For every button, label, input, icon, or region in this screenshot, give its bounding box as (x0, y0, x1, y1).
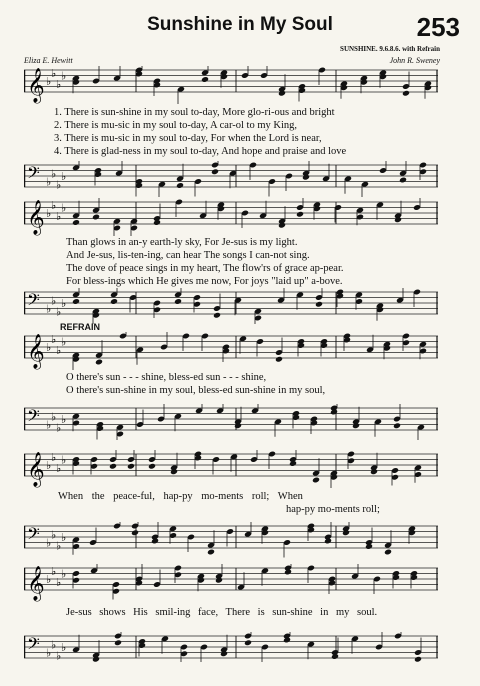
treble-clef-icon: 𝄞 (27, 334, 45, 369)
flat-icon: ♭ (61, 641, 67, 654)
note-head (213, 312, 221, 319)
note-head (296, 211, 304, 218)
flat-icon: ♭ (46, 573, 52, 586)
flat-icon: ♭ (46, 207, 52, 220)
flat-icon: ♭ (51, 564, 57, 578)
note-head (72, 298, 80, 305)
bass-clef-icon: 𝄢 (27, 523, 40, 548)
flat-icon: ♭ (56, 178, 62, 192)
treble-staff (24, 332, 438, 370)
bass-staff (24, 632, 438, 668)
note-head (92, 214, 100, 221)
lyric-line: And Je-sus, lis-ten-ing, can hear The songs I can-not sing. (66, 250, 310, 261)
note-head (148, 463, 156, 470)
note-head (211, 168, 219, 175)
flat-icon: ♭ (51, 638, 57, 652)
note-head (244, 639, 252, 646)
lyric-line: For bless-ings which He gives me now, For joys "laid up" a-bove. (66, 276, 343, 287)
flat-icon: ♭ (61, 201, 67, 215)
treble-staff (24, 450, 438, 488)
flat-icon: ♭ (56, 421, 62, 435)
flat-icon: ♭ (61, 567, 67, 581)
bass-staff (24, 161, 438, 197)
flat-icon: ♭ (56, 649, 62, 663)
lyric-line: 1. There is sun-shine in my soul to-day, More glo-ri-ous and bright (54, 107, 335, 118)
flat-icon: ♭ (61, 531, 67, 544)
note-head (207, 549, 215, 556)
flat-icon: ♭ (61, 170, 67, 183)
treble-staff (24, 564, 438, 602)
lyric-line: O there's sun - - - shine, bless-ed sun - - - shine, (66, 372, 267, 383)
lyric-line: The dove of peace sings in my heart, The flow'rs of grace ap-pear. (66, 263, 344, 274)
music-system-1 (24, 66, 438, 192)
note-head (399, 177, 407, 184)
lyric-line: When the peace-ful, hap-py mo-ments roll; When (58, 491, 303, 502)
refrain-label: REFRAIN (60, 322, 100, 332)
note-head (312, 477, 320, 484)
music-system-4 (24, 450, 438, 565)
flat-icon: ♭ (51, 198, 57, 212)
flat-icon: ♭ (56, 539, 62, 553)
flat-icon: ♭ (61, 69, 67, 83)
lyric-line: O there's sun-shine in my soul, bless-ed sun-shine in my soul, (66, 385, 326, 396)
note-head (72, 219, 80, 226)
note-head (176, 182, 184, 189)
flat-icon: ♭ (51, 294, 57, 308)
note-head (201, 76, 209, 83)
lyric-line: hap-py mo-ments roll; (286, 504, 380, 515)
composer-credit: John R. Sweney (389, 56, 440, 65)
flat-icon: ♭ (46, 418, 52, 432)
flat-icon: ♭ (46, 459, 52, 472)
flat-icon: ♭ (51, 66, 57, 80)
flat-icon: ♭ (46, 175, 52, 189)
lyricist-credit: Eliza E. Hewitt (24, 56, 73, 65)
lyric-line: 2. There is mu-sic in my soul to-day, A car-ol to my King, (54, 120, 298, 131)
bass-staff (24, 288, 438, 324)
treble-staff (24, 198, 438, 236)
music-system-5 (24, 564, 438, 676)
lyric-line: 3. There is mu-sic in my soul to-day, For when the Lord is near, (54, 133, 322, 144)
flat-icon: ♭ (56, 343, 62, 357)
hymn-number: 253 (416, 12, 460, 42)
note-head (109, 463, 117, 470)
hymn-title: Sunshine in My Soul (147, 14, 333, 35)
treble-clef-icon: 𝄞 (27, 452, 45, 487)
flat-icon: ♭ (61, 297, 67, 310)
note-head (275, 356, 283, 363)
note-head (393, 422, 401, 429)
flat-icon: ♭ (51, 450, 57, 464)
lyric-line: Je-sus shows His smil-ing face, There is sun-shine in my soul. (66, 607, 378, 618)
flat-icon: ♭ (51, 410, 57, 424)
lyric-line: Than glows in an-y earth-ly sky, For Je-sus is my light. (66, 237, 298, 248)
bass-clef-icon: 𝄢 (27, 633, 40, 658)
note-head (127, 463, 135, 470)
flat-icon: ♭ (56, 77, 62, 91)
treble-clef-icon: 𝄞 (27, 200, 45, 235)
bass-clef-icon: 𝄢 (27, 162, 40, 187)
flat-icon: ♭ (46, 536, 52, 550)
music-system-2 (24, 198, 438, 318)
note-head (414, 656, 422, 663)
treble-clef-icon: 𝄞 (27, 68, 45, 103)
note-head (95, 359, 103, 366)
note-head (315, 301, 323, 308)
flat-icon: ♭ (46, 75, 52, 88)
bass-clef-icon: 𝄢 (27, 289, 40, 314)
lyric-line: 4. There is glad-ness in my soul to-day, And hope and praise and love (54, 146, 347, 157)
flat-icon: ♭ (46, 302, 52, 316)
bass-staff (24, 404, 438, 440)
note-head (174, 298, 182, 305)
music-system-3 (24, 322, 438, 440)
note-head (110, 298, 118, 305)
flat-icon: ♭ (61, 453, 67, 467)
note-head (402, 90, 410, 97)
bass-staff (24, 522, 438, 558)
note-head (384, 549, 392, 556)
flat-icon: ♭ (51, 332, 57, 346)
flat-icon: ♭ (56, 461, 62, 475)
flat-icon: ♭ (51, 167, 57, 181)
flat-icon: ♭ (56, 575, 62, 589)
bass-clef-icon: 𝄢 (27, 405, 40, 430)
flat-icon: ♭ (46, 646, 52, 660)
flat-icon: ♭ (61, 335, 67, 349)
treble-clef-icon: 𝄞 (27, 566, 45, 601)
tune-meter-credit: SUNSHINE. 9.6.8.6. with Refrain (340, 45, 440, 53)
treble-staff (24, 66, 438, 104)
flat-icon: ♭ (51, 528, 57, 542)
flat-icon: ♭ (56, 305, 62, 319)
note-head (114, 639, 122, 646)
flat-icon: ♭ (61, 413, 67, 426)
flat-icon: ♭ (46, 341, 52, 354)
flat-icon: ♭ (56, 209, 62, 223)
note-head (131, 529, 139, 536)
